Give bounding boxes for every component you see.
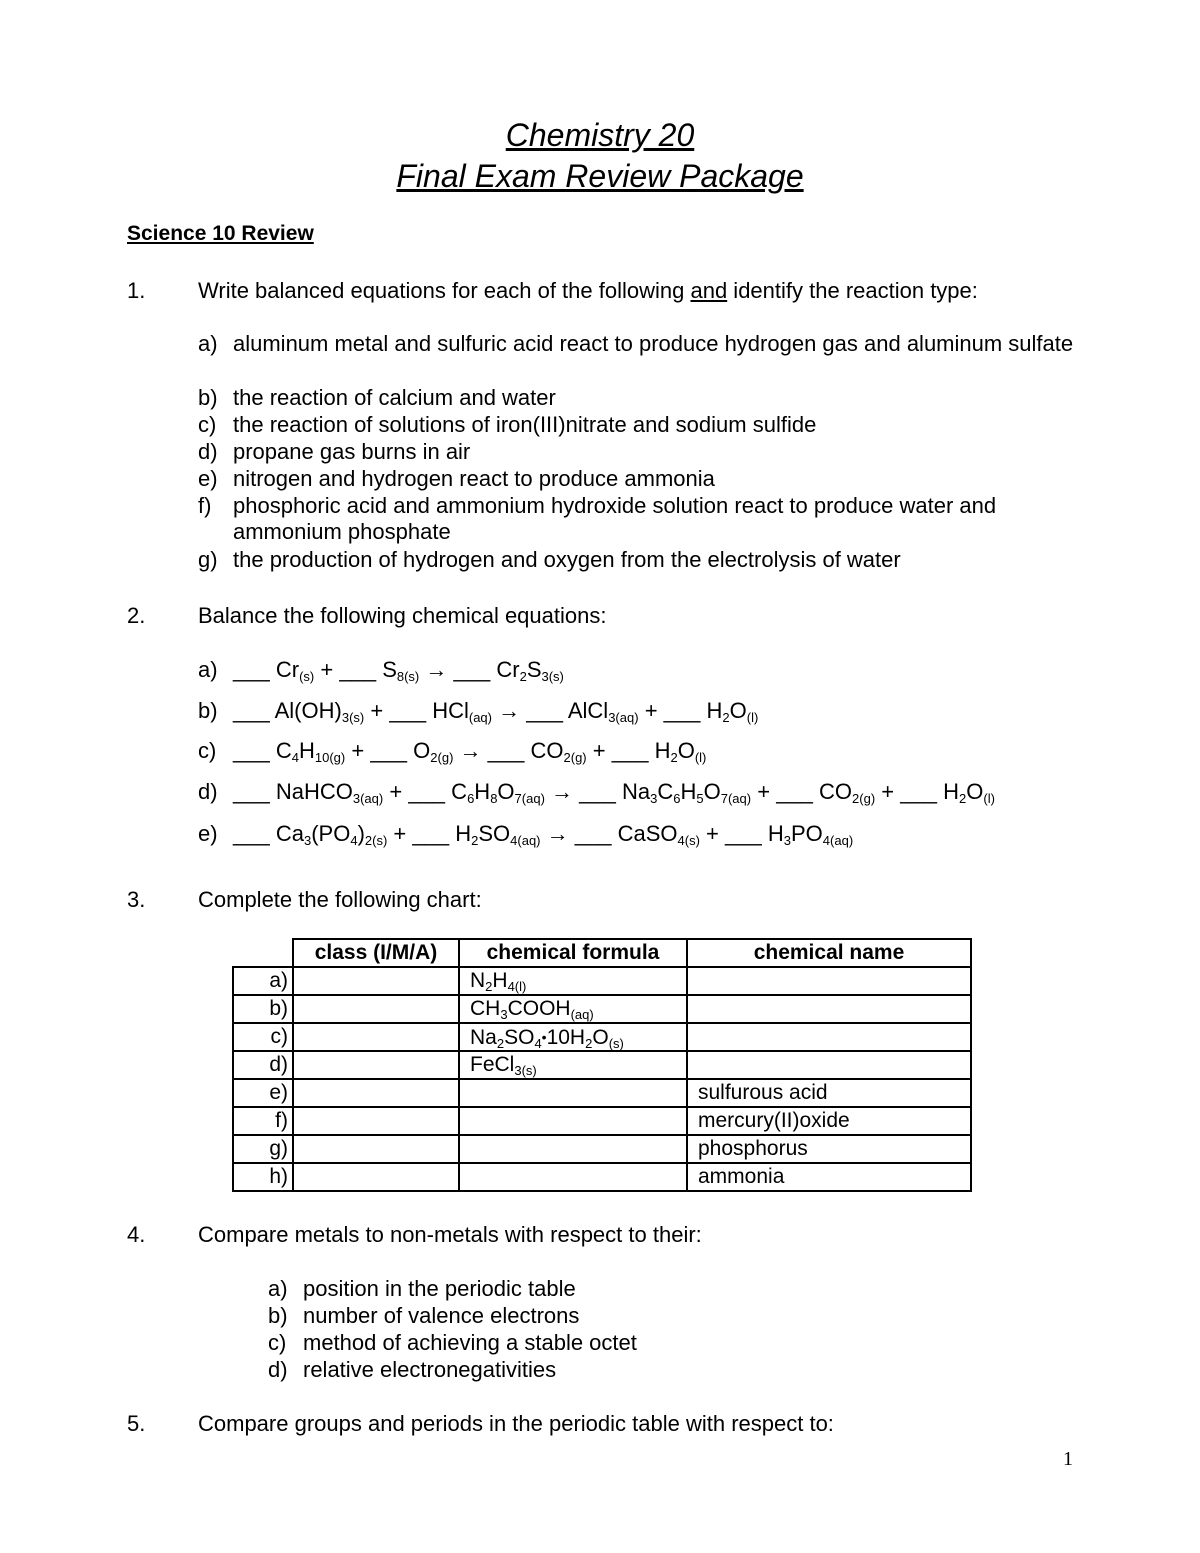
name-cell: ammonia [687, 1163, 971, 1191]
class-cell[interactable] [293, 967, 459, 995]
section-heading: Science 10 Review [127, 222, 314, 245]
name-cell: phosphorus [687, 1135, 971, 1163]
q3-number: 3. [127, 887, 146, 912]
q2-text: Balance the following chemical equations: [198, 603, 607, 628]
table-row [233, 1135, 971, 1163]
chemistry-chart [232, 938, 972, 1192]
q1-item: c) the reaction of solutions of iron(III)nitrate and sodium sulfide [198, 412, 817, 437]
title-line-1: Chemistry 20 [505, 117, 695, 153]
formula-cell[interactable] [459, 1163, 687, 1191]
formula-cell: FeCl$_{3(s)}$ [459, 1051, 687, 1079]
row-label: e) [233, 1079, 293, 1107]
row-label: c) [233, 1023, 293, 1051]
formula-cell: $N_2H_{4(l)}$ [459, 967, 687, 995]
q1-text: Write balanced equations for each of the following and identify the reaction type: [198, 278, 978, 303]
q1-number: 1. [127, 278, 146, 303]
header-name: chemical name [687, 939, 971, 967]
table-row [233, 967, 971, 995]
q3-text: Complete the following chart: [198, 887, 482, 912]
equation-c: c) ___ $C_4H_{10(g)}$ + ___ $O_{2(g)}$ → ___ $CO_{2(g)}$ + ___ $H_2O_{(l)}$ [198, 738, 707, 765]
q4-item: c) method of achieving a stable octet [268, 1330, 637, 1355]
page-number: 1 [1063, 1448, 1073, 1470]
formula-cell[interactable] [459, 1107, 687, 1135]
equation-d: d) ___ NaHCO$_{3(aq)}$ + ___ $C_6H_8O_{7(aq)}$ → ___ $Na_3C_6H_5O_{7(aq)}$ + ___ $CO_{2(g)}$ + ___ $H_2O_{(l)}$ [198, 779, 995, 806]
table-row [233, 1051, 971, 1079]
class-cell[interactable] [293, 1163, 459, 1191]
q4-number: 4. [127, 1222, 146, 1247]
equation-a: a) ___ $Cr_{(s)}$ + ___ $S_{8(s)}$ → ___ $Cr_2S_{3(s)}$ [198, 657, 564, 684]
table-row [233, 1163, 971, 1191]
row-label: g) [233, 1135, 293, 1163]
q1-item: g) the production of hydrogen and oxygen from the electrolysis of water [198, 547, 901, 572]
class-cell[interactable] [293, 1079, 459, 1107]
name-cell[interactable] [687, 1051, 971, 1079]
class-cell[interactable] [293, 1023, 459, 1051]
q1-item: b) the reaction of calcium and water [198, 385, 556, 410]
name-cell[interactable] [687, 995, 971, 1023]
header-formula: chemical formula [459, 939, 687, 967]
row-label: d) [233, 1051, 293, 1079]
name-cell: sulfurous acid [687, 1079, 971, 1107]
class-cell[interactable] [293, 1051, 459, 1079]
row-label: h) [233, 1163, 293, 1191]
equation-e: e) ___ $Ca_3(PO_4)_{2(s)}$ + ___ $H_2SO_{4(aq)}$ → ___ CaSO$_{4(s)}$ + ___ $H_3PO_{4(aq)}$ [198, 821, 854, 848]
q5-text: Compare groups and periods in the periodic table with respect to: [198, 1411, 834, 1436]
chart-corner [233, 939, 293, 967]
q4-text: Compare metals to non-metals with respect to their: [198, 1222, 702, 1247]
equation-b: b) ___ $Al(OH)_{3(s)}$ + ___ HCl$_{(aq)}$ → ___ AlCl$_{3(aq)}$ + ___ $H_2O_{(l)}$ [198, 698, 759, 725]
q1-item: a) aluminum metal and sulfuric acid react to produce hydrogen gas and aluminum sulfate [198, 331, 1074, 356]
q1-item: f) phosphoric acid and ammonium hydroxide solution react to produce water and ammonium phosphate [198, 493, 997, 544]
formula-cell: $Na_2SO_4•10H_2O_{(s)}$ [459, 1023, 687, 1051]
formula-cell[interactable] [459, 1079, 687, 1107]
q1-item: e) nitrogen and hydrogen react to produce ammonia [198, 466, 715, 491]
q4-item: b) number of valence electrons [268, 1303, 580, 1328]
row-label: b) [233, 995, 293, 1023]
formula-cell[interactable] [459, 1135, 687, 1163]
q5-number: 5. [127, 1411, 146, 1436]
class-cell[interactable] [293, 1107, 459, 1135]
chart-header-row [233, 939, 971, 967]
row-label: a) [233, 967, 293, 995]
q1-item: d) propane gas burns in air [198, 439, 471, 464]
title-line-2: Final Exam Review Package [396, 158, 804, 194]
class-cell[interactable] [293, 1135, 459, 1163]
table-row [233, 995, 971, 1023]
class-cell[interactable] [293, 995, 459, 1023]
q4-item: d) relative electronegativities [268, 1357, 557, 1382]
q4-item: a) position in the periodic table [268, 1276, 576, 1301]
table-row [233, 1023, 971, 1051]
name-cell: mercury(II)oxide [687, 1107, 971, 1135]
name-cell[interactable] [687, 1023, 971, 1051]
formula-cell: $CH_3COOH_{(aq)}$ [459, 995, 687, 1023]
q2-number: 2. [127, 603, 146, 628]
header-class: class (I/M/A) [293, 939, 459, 967]
table-row [233, 1079, 971, 1107]
table-row [233, 1107, 971, 1135]
row-label: f) [233, 1107, 293, 1135]
name-cell[interactable] [687, 967, 971, 995]
